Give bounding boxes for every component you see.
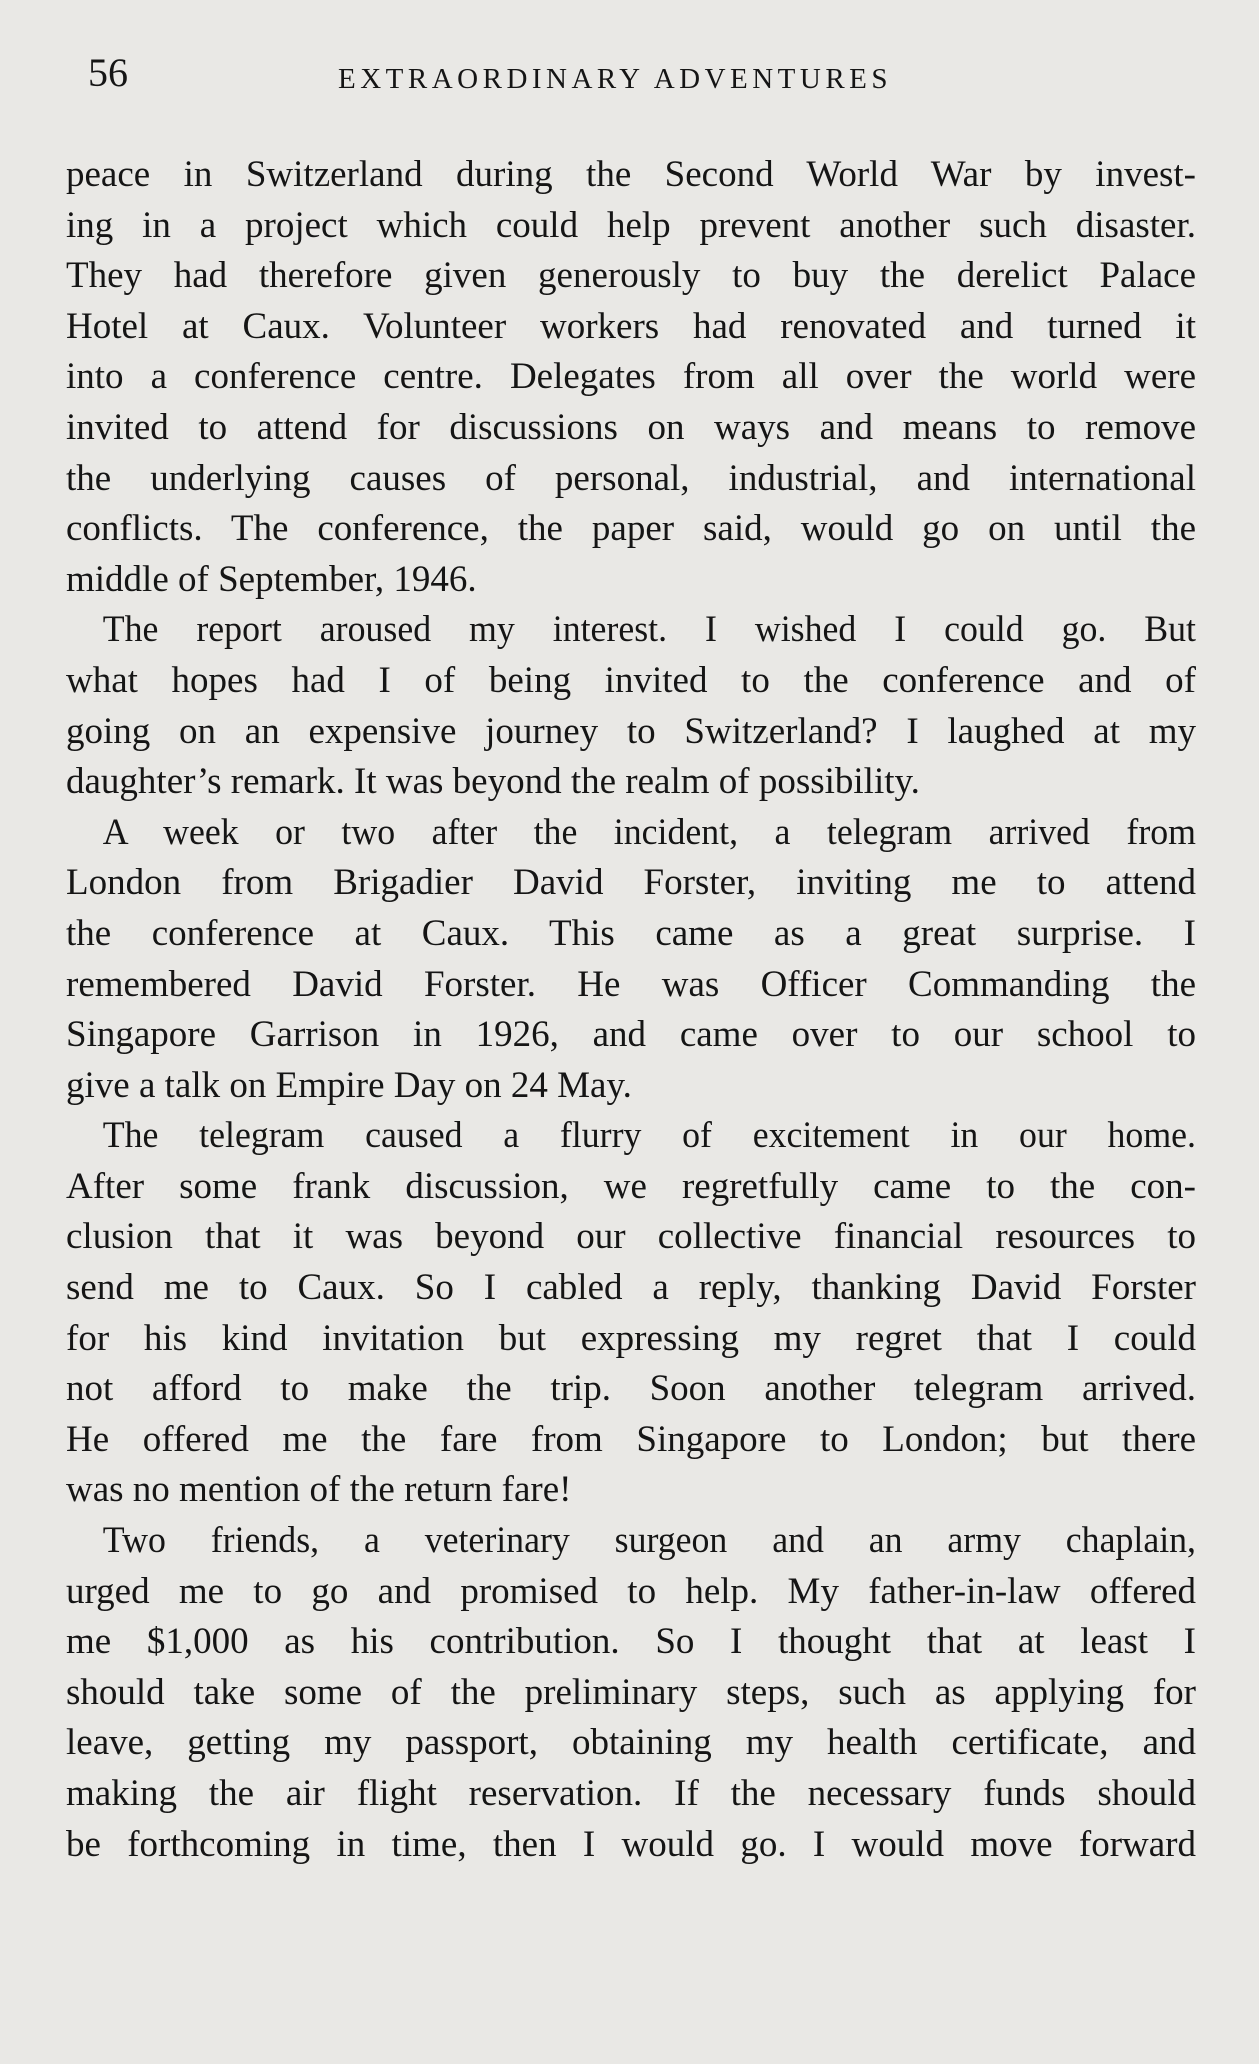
text-line: ing in a project which could help prevent another such disaster. — [66, 204, 1196, 246]
running-head — [88, 48, 1188, 98]
text-line: A week or two after the incident, a telegram arrived from — [102, 811, 1197, 853]
text-line: conflicts. The conference, the paper said, would go on until the — [66, 508, 1196, 550]
text-line: London from Brigadier David Forster, inviting me to attend — [66, 862, 1196, 904]
text-line: send me to Caux. So I cabled a reply, thanking David Forster — [66, 1267, 1196, 1309]
text-line: what hopes had I of being invited to the conference and of — [66, 659, 1196, 701]
text-line: the conference at Caux. This came as a great surprise. I — [66, 912, 1196, 954]
text-line: leave, getting my passport, obtaining my health certificate, and — [66, 1722, 1196, 1764]
text-line: be forthcoming in time, then I would go. I would move forward — [66, 1823, 1196, 1865]
text-line: middle of September, 1946. — [66, 558, 477, 600]
text-line: peace in Switzerland during the Second World War by invest- — [66, 154, 1196, 195]
text-line: into a conference centre. Delegates from all over the world were — [66, 356, 1196, 398]
text-line: daughter’s remark. It was beyond the realm of possibility. — [66, 761, 920, 803]
text-line: for his kind invitation but expressing my regret that I could — [66, 1317, 1196, 1359]
text-line: Two friends, a veterinary surgeon and an army chaplain, — [102, 1520, 1197, 1562]
text-line: the underlying causes of personal, industrial, and international — [66, 457, 1196, 499]
text-line: clusion that it was beyond our collective financial resources to — [66, 1216, 1196, 1258]
text-line: The report aroused my interest. I wished I could go. But — [102, 609, 1197, 651]
text-line: They had therefore given generously to buy the derelict Palace — [66, 255, 1196, 297]
text-line: The telegram caused a flurry of excitement in our home. — [102, 1115, 1197, 1157]
text-line: should take some of the preliminary steps, such as applying for — [66, 1671, 1196, 1713]
text-line: going on an expensive journey to Switzerland? I laughed at my — [66, 710, 1196, 752]
page-number: 56 — [88, 50, 128, 95]
text-line: making the air flight reservation. If the necessary funds should — [66, 1773, 1196, 1814]
text-line: Singapore Garrison in 1926, and came over to our school to — [66, 1014, 1196, 1056]
text-line: give a talk on Empire Day on 24 May. — [66, 1064, 632, 1106]
book-title: EXTRAORDINARY ADVENTURES — [338, 63, 893, 95]
text-line: He offered me the fare from Singapore to London; but there — [66, 1418, 1196, 1460]
text-line: me $1,000 as his contribution. So I thought that at least I — [66, 1621, 1196, 1663]
text-line: not afford to make the trip. Soon another telegram arrived. — [66, 1368, 1196, 1410]
text-line: invited to attend for discussions on ways and means to remove — [66, 406, 1196, 448]
body-text — [66, 150, 1196, 1870]
text-line: Hotel at Caux. Volunteer workers had renovated and turned it — [66, 305, 1196, 347]
text-line: remembered David Forster. He was Officer Commanding the — [66, 963, 1196, 1005]
text-line: was no mention of the return fare! — [66, 1469, 572, 1511]
text-line: After some frank discussion, we regretfully came to the con- — [66, 1165, 1196, 1207]
text-line: urged me to go and promised to help. My father-in-law offered — [66, 1570, 1196, 1612]
